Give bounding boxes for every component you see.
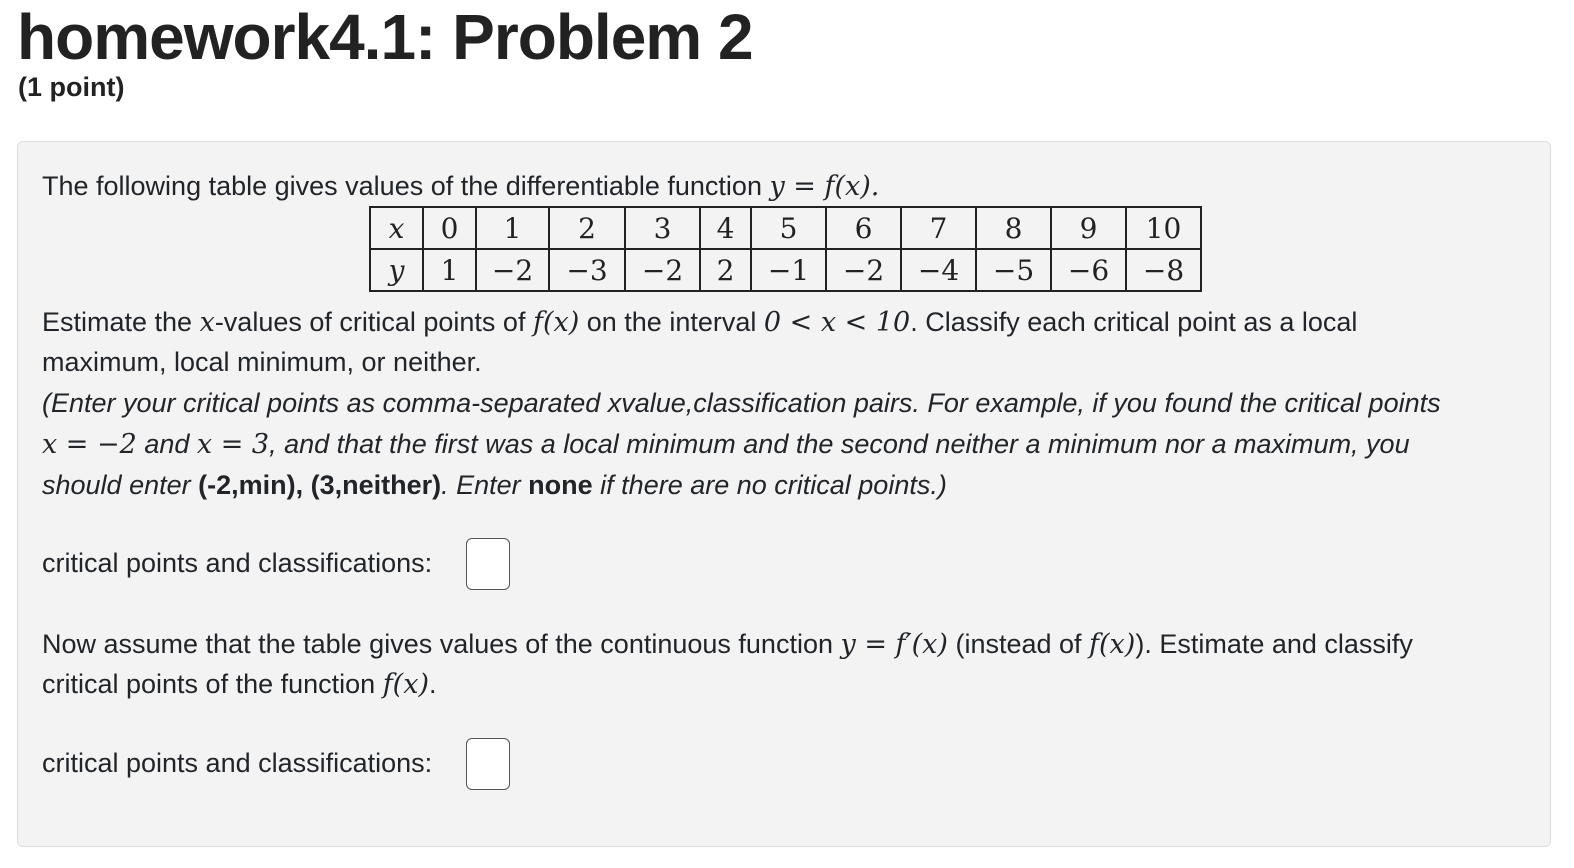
x-cell: 7 [901,207,976,249]
instr-text: , and that the first was a local minimum and the second neither a minimum nor a maximum, you [269,429,1410,459]
x-cell: 1 [476,207,549,249]
q2-math: f(x) [1089,629,1136,660]
instr-math: x = 3 [196,429,270,460]
q1-text: . Classify each critical point as a local [910,307,1358,337]
x-cell: 8 [976,207,1051,249]
x-cell: 9 [1051,207,1126,249]
values-table [369,206,1202,292]
instr-text: and [136,429,197,459]
answer2-label: critical points and classifications: [42,748,433,778]
answer2-input[interactable] [466,738,510,790]
instructions-line3 [42,465,947,505]
x-cell: 0 [423,207,476,249]
x-row-label: x [370,207,423,249]
y-row-label: y [370,249,423,291]
problem-points: (1 point) [18,72,125,102]
y-cell: −6 [1051,249,1126,291]
x-cell: 6 [826,207,901,249]
x-cell: 4 [700,207,751,249]
instr-example: (-2,min), (3,neither) [198,470,442,500]
y-cell: 2 [700,249,751,291]
q1-math-fx: f(x) [532,307,580,338]
q2-text: Now assume that the table gives values of the continuous function [42,629,841,659]
answer1-label: critical points and classifications: [42,548,433,578]
q1-math-interval: 0 < x < 10 [763,307,911,338]
y-cell: −2 [476,249,549,291]
intro-text [42,166,879,207]
instr-text: . Enter [441,470,529,500]
q1-math-x: x [199,307,215,338]
q1-text: -values of critical points of [214,307,533,337]
x-cell: 3 [625,207,700,249]
q1-text: Estimate the [42,307,200,337]
intro-text-plain: The following table gives values of the differentiable function [42,171,770,201]
q2-text: (instead of [947,629,1090,659]
q2-math: y = f′(x) [840,629,948,660]
question2-text-line2 [42,664,437,705]
q2-math: f(x) [382,669,429,700]
y-cell: −8 [1126,249,1201,291]
answer1-input[interactable] [466,538,510,590]
y-cell: −2 [826,249,901,291]
q2-text: critical points of the function [42,669,383,699]
page-title: homework4.1: Problem 2 [17,1,753,73]
question1-text-line2: maximum, local minimum, or neither. [42,347,482,377]
question2-text-line1 [42,624,1413,665]
instr-none-keyword: none [528,470,593,500]
y-cell: 1 [423,249,476,291]
x-cell: 5 [751,207,826,249]
y-row [370,249,1201,291]
y-cell: −4 [901,249,976,291]
y-cell: −1 [751,249,826,291]
instructions-line2 [42,424,1410,465]
instructions-line1: (Enter your critical points as comma-separated xvalue,classification pairs. For example, if you found the critical points [42,388,1441,418]
instr-text: if there are no critical points.) [592,470,947,500]
question1-text-line1 [42,302,1357,343]
q1-text: on the interval [579,307,764,337]
y-cell: −5 [976,249,1051,291]
instr-math: x = −2 [42,429,137,460]
q2-text: ). Estimate and classify [1135,629,1413,659]
instr-text: should enter [42,470,199,500]
y-cell: −3 [549,249,625,291]
q2-text: . [428,669,437,699]
y-cell: −2 [625,249,700,291]
x-cell: 10 [1126,207,1201,249]
intro-math: y = f(x). [769,171,880,202]
x-row [370,207,1201,249]
x-cell: 2 [549,207,625,249]
